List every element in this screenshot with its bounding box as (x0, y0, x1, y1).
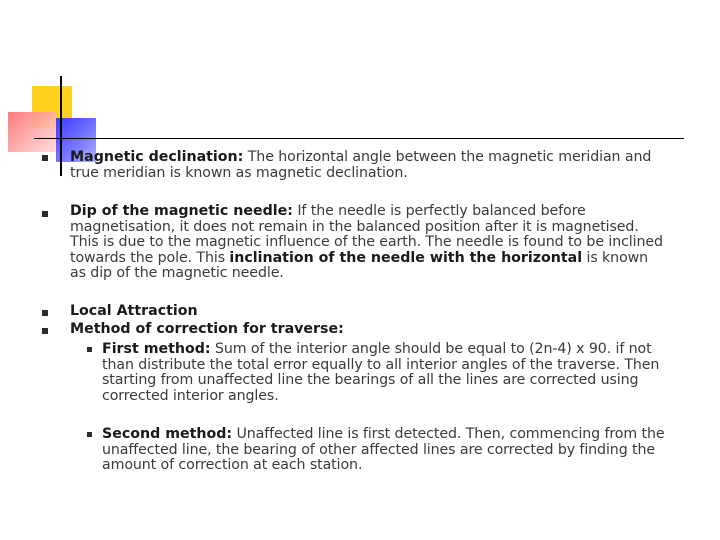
bullet-dip-of-needle: Dip of the magnetic needle: If the needle is perfectly balanced before magnetisation, it does not remain in the balanced position after it is magnetised. This is due to the magnetic influence of the earth. The needle is found to be inclined towards the pole. This inclination of the needle with the horizontal is known as dip of the magnetic needle. (70, 203, 663, 282)
term-first-method: First method: (102, 341, 211, 357)
term-inclination: inclination of the needle with the horizontal (229, 249, 583, 266)
term-second-method: Second method: (102, 426, 233, 442)
bullet-local-attraction: Local Attraction (70, 303, 198, 319)
bullet-square-icon (42, 211, 48, 217)
bullet-method-of-correction: Method of correction for traverse: (70, 321, 344, 337)
sub-bullet-first-method: First method: Sum of the interior angle should be equal to (2n-4) x 90. if not than distribute the total error equally to all interior angles of the traverse. Then starting from unaffected line the bearings of all the lines are corrected using corrected interior angles. (102, 341, 660, 404)
sub-bullet-second-method: Second method: Unaffected line is first detected. Then, commencing from the unaffected line, the bearing of other affected lines are corrected by finding the amount of correction at each station. (102, 426, 665, 474)
bullet-square-icon (42, 328, 48, 334)
sub-bullet-square-icon (87, 432, 92, 437)
term-magnetic-declination: Magnetic declination: (70, 149, 244, 165)
term-dip-of-needle: Dip of the magnetic needle: (70, 203, 293, 219)
bullet-square-icon (42, 155, 48, 161)
bullet-magnetic-declination: Magnetic declination: The horizontal angle between the magnetic meridian and true meridian is known as magnetic declination. (70, 149, 652, 181)
bullet-square-icon (42, 310, 48, 316)
sub-bullet-square-icon (87, 347, 92, 352)
